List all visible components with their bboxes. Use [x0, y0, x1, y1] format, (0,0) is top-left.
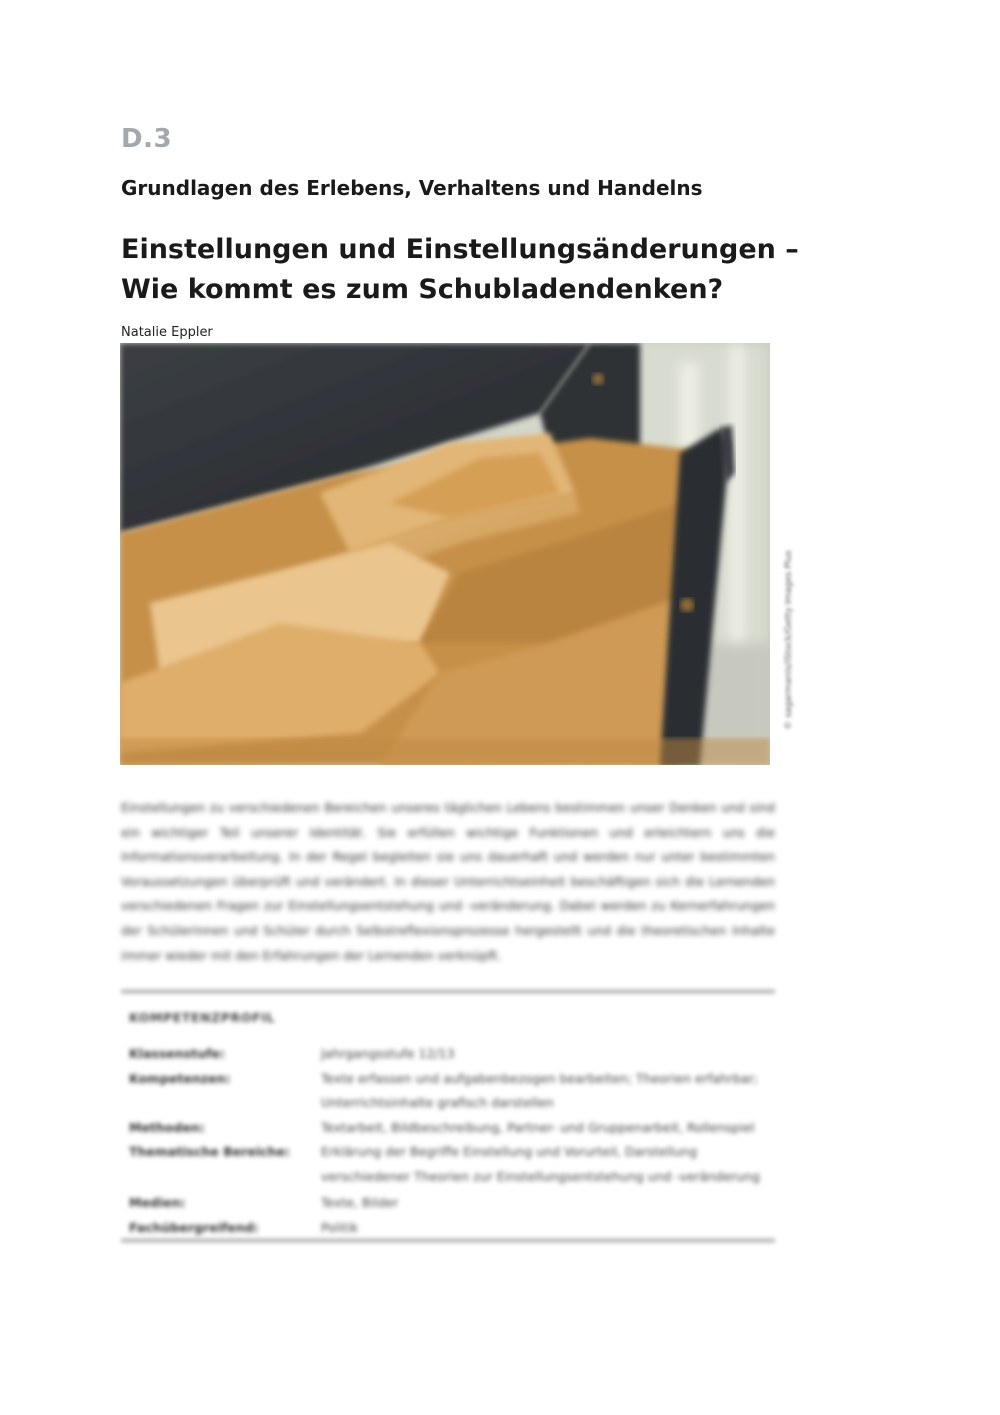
competence-profile: [121, 984, 775, 1242]
profile-value: Jahrgangsstufe 12/13: [321, 1046, 455, 1061]
profile-row: [129, 1140, 769, 1189]
profile-key: Fachübergreifend:: [129, 1219, 259, 1235]
profile-row: [129, 1042, 769, 1067]
profile-key: Klassenstufe:: [129, 1046, 225, 1061]
profile-key: Thematische Bereiche:: [129, 1144, 290, 1159]
profile-value: Textarbeit, Bildbeschreibung, Partner- und Gruppenarbeit, Rollenspiel: [321, 1119, 755, 1135]
intro-paragraph: Einstellungen zu verschiedenen Bereichen unseres täglichen Lebens bestimmen unser Denken und sind ein wichtiger Teil unserer Identität. Sie erfüllen wichtige Funktionen und erleichtern uns die Informationsverarbeitung. In der Regel begleiten sie uns dauerhaft und werden nur unter bestimmten Voraussetzungen überprüft und verändert. In dieser Unterrichtseinheit beschäftigen sich die Lernenden verschiedenen Fragen zur Einstellungsentstehung und -veränderung. Dabei werden zu Kernerfahrungen der Schülerinnen und Schüler durch Selbstreflexionsprozesse hergestellt und die theoretischen Inhalte immer wieder mit den Erfahrungen der Lernenden verknüpft.: [121, 800, 775, 963]
profile-value: Politik: [321, 1219, 359, 1235]
profile-row: [129, 1191, 769, 1216]
profile-heading: KOMPETENZPROFIL: [129, 1010, 276, 1025]
drawer-photo: [120, 343, 770, 765]
photo-credit: © sagarmanis/iStock/Getty Images Plus: [784, 550, 794, 730]
profile-key: Kompetenzen:: [129, 1070, 231, 1086]
profile-key: Methoden:: [129, 1119, 205, 1135]
page-title: Einstellungen und Einstellungsänderungen – Wie kommt es zum Schubladendenken?: [121, 234, 799, 305]
divider: [121, 990, 775, 993]
divider: [121, 1239, 775, 1242]
profile-value: Texte erfassen und aufgabenbezogen bearbeiten; Theorien erfahrbar; Unterrichtsinhalte grafisch darstellen: [321, 1070, 758, 1110]
section-title: Grundlagen des Erlebens, Verhaltens und Handelns: [121, 176, 703, 200]
profile-key: Medien:: [129, 1195, 186, 1210]
section-code: D.3: [121, 124, 173, 154]
profile-row: [129, 1067, 769, 1116]
profile-row: [129, 1116, 769, 1141]
author-name: Natalie Eppler: [121, 325, 213, 340]
profile-value: Erklärung der Begriffe Einstellung und Vorurteil, Darstellung verschiedener Theorien zur Einstellungsentstehung und -veränderung: [321, 1144, 760, 1184]
profile-value: Texte, Bilder: [321, 1195, 399, 1210]
profile-rows: [129, 1042, 769, 1240]
profile-row: [129, 1216, 769, 1241]
